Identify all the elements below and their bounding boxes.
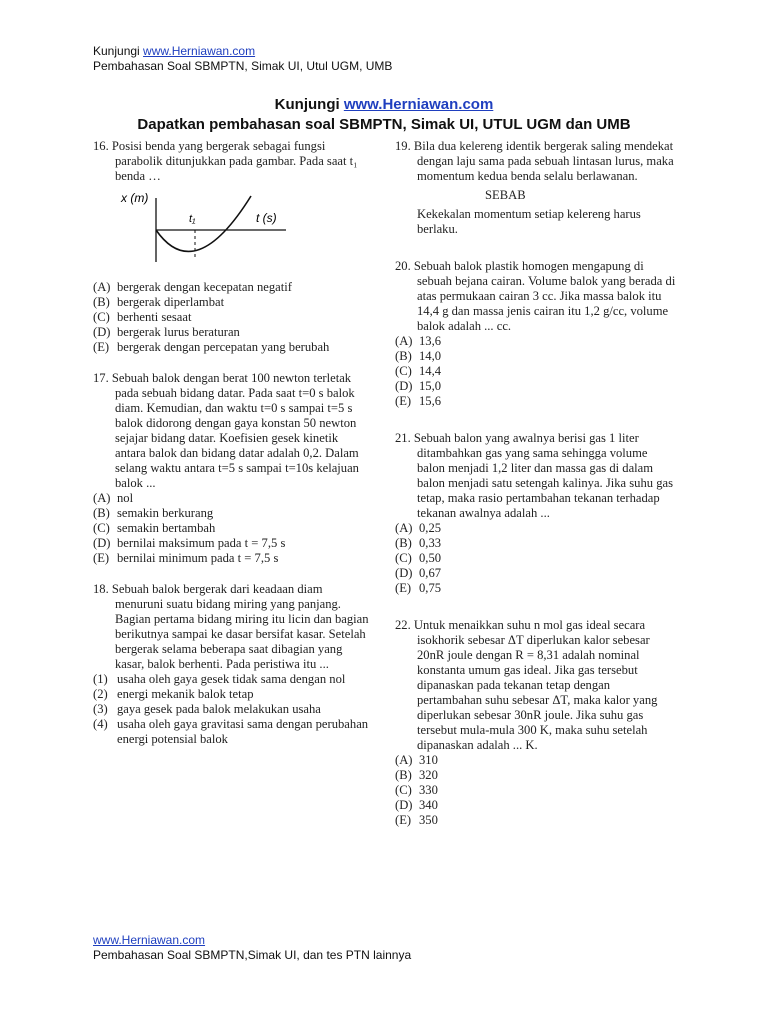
question-stem: 18. Sebuah balok bergerak dari keadaan diam menuruni suatu bidang miring yang panjang. Bagian pertama bidang miring itu licin dan bagian berikutnya sampai ke dasar bersifat kasar. Setelah bergerak selama beberapa saat dibagian yang kasar, balok berhenti. Pada peristiwa itu ... [93,582,369,671]
question-16 [93,139,371,355]
option-key: (A) [395,334,413,348]
question-stem: 19. Bila dua kelereng identik bergerak saling mendekat dengan laju sama pada sebuah lintasan lurus, maka momentum kedua benda selalu berlawanan. [395,139,674,183]
option-e[interactable] [395,813,677,828]
option-key: (B) [93,295,110,309]
option-key: (D) [395,566,413,580]
option-a[interactable] [395,521,677,536]
graph-y-label: x (m) [121,191,149,205]
option-key: (A) [395,753,413,767]
sebab-label: SEBAB [485,188,526,202]
option-text: 15,0 [419,379,442,393]
option-text: 15,6 [419,394,442,408]
option-key: (D) [395,798,413,812]
statement-key: (4) [93,717,108,731]
statement-3 [93,702,371,717]
question-19 [395,139,677,237]
option-text: 14,4 [419,364,442,378]
option-key: (B) [395,536,412,550]
graph-t1-label: t₁ [189,213,196,225]
statement-key: (2) [93,687,108,701]
page-header [93,44,392,74]
option-key: (E) [395,581,412,595]
question-18 [93,582,371,747]
graph-x-label: t (s) [256,211,277,225]
banner-headline: Dapatkan pembahasan soal SBMPTN, Simak UI, UTUL UGM dan UMB [137,116,631,133]
option-key: (E) [395,813,412,827]
statement-1 [93,672,371,687]
option-key: (B) [395,768,412,782]
header-site-link[interactable]: www.Herniawan.com [143,44,256,58]
option-key: (C) [395,364,412,378]
option-e[interactable] [93,340,371,355]
option-b[interactable] [395,768,677,783]
option-c[interactable] [395,364,677,379]
option-text: 0,67 [419,566,442,580]
option-text: bergerak diperlambat [117,295,225,309]
statement-list [93,672,371,747]
statement-text: energi mekanik balok tetap [117,687,254,701]
position-time-graph [111,190,301,270]
option-key: (D) [93,536,111,550]
option-list [93,491,371,566]
statement-key: (1) [93,672,108,686]
option-text: bergerak dengan percepatan yang berubah [117,340,330,354]
option-d[interactable] [93,325,371,340]
option-a[interactable] [395,753,677,768]
option-a[interactable] [395,334,677,349]
option-text: semakin bertambah [117,521,216,535]
option-c[interactable] [93,310,371,325]
option-list [395,521,677,596]
option-text: bergerak lurus beraturan [117,325,240,339]
footer-site-link[interactable]: www.Herniawan.com [93,933,206,947]
banner-visit [0,95,768,115]
option-text: 0,75 [419,581,442,595]
left-column [93,139,371,747]
option-d[interactable] [395,379,677,394]
option-key: (A) [93,280,111,294]
option-text: 14,0 [419,349,442,363]
question-17 [93,371,371,566]
option-text: bernilai maksimum pada t = 7,5 s [117,536,286,550]
option-c[interactable] [395,551,677,566]
option-text: bergerak dengan kecepatan negatif [117,280,292,294]
option-text: 330 [419,783,438,797]
option-text: 0,25 [419,521,442,535]
option-e[interactable] [395,581,677,596]
option-key: (C) [93,310,110,324]
question-stem: 22. Untuk menaikkan suhu n mol gas ideal secara isokhorik sebesar ΔT diperlukan kalor sebesar 20nR joule dengan R = 8,31 adalah nominal konstanta umum gas ideal. Jika gas tersebut dipanaskan pada tekanan tetap dengan pertambahan suhu sebesar ΔT, maka kalor yang diperlukan sebesar 30nR joule. Jika suhu gas tersebut mula-mula 300 K, maka suhu setelah dipanaskan adalah ... K. [395,618,658,752]
option-text: bernilai minimum pada t = 7,5 s [117,551,279,565]
option-key: (D) [395,379,413,393]
page-footer [93,933,411,963]
question-20 [395,259,677,409]
option-b[interactable] [93,506,371,521]
option-key: (B) [93,506,110,520]
option-text: 310 [419,753,438,767]
option-list [93,280,371,355]
option-text: 340 [419,798,438,812]
option-text: berhenti sesaat [117,310,192,324]
statement-text: gaya gesek pada balok melakukan usaha [117,702,321,716]
option-list [395,753,677,828]
option-key: (C) [395,551,412,565]
option-key: (C) [395,783,412,797]
option-d[interactable] [93,536,371,551]
option-key: (E) [395,394,412,408]
option-key: (A) [395,521,413,535]
question-22 [395,618,677,828]
question-stem: 17. Sebuah balok dengan berat 100 newton terletak pada sebuah bidang datar. Pada saat t=0 s balok diam. Kemudian, dan waktu t=0 s sampai t=5 s balok didorong dengan gaya konstan 50 newton sejajar bidang datar. Koefisien gesek kinetik antara balok dan bidang datar adalah 0,2. Dalam selang waktu antara t=5 s sampai t=10s kelajuan balok ... [93,371,359,490]
option-text: 320 [419,768,438,782]
option-text: 0,50 [419,551,442,565]
reason-text: Kekekalan momentum setiap kelereng harus berlaku. [417,207,641,236]
option-key: (C) [93,521,110,535]
option-text: 0,33 [419,536,442,550]
footer-text: Pembahasan Soal SBMPTN,Simak UI, dan tes PTN lainnya [93,948,412,962]
header-visit-line [93,44,392,59]
option-text: semakin berkurang [117,506,214,520]
graph-parabola-curve [156,196,251,251]
option-e[interactable] [395,394,677,409]
question-stem: 21. Sebuah balon yang awalnya berisi gas 1 liter ditambahkan gas yang sama sehingga volume balon menjadi 1,2 liter dan massa gas di dalam balon menjadi satu setengah kalinya. Jika suhu gas tetap, maka rasio pertambahan tekanan terhadap tekanan awalnya adalah ... [395,431,674,520]
header-visit-prefix: Kunjungi [93,44,144,58]
option-c[interactable] [93,521,371,536]
option-text: 350 [419,813,438,827]
option-a[interactable] [93,491,371,506]
option-key: (D) [93,325,111,339]
header-subtitle: Pembahasan Soal SBMPTN, Simak UI, Utul UGM, UMB [93,59,393,73]
option-key: (E) [93,340,110,354]
right-column [395,139,677,828]
option-b[interactable] [395,536,677,551]
option-e[interactable] [93,551,371,566]
option-key: (A) [93,491,111,505]
question-stem: 16. Posisi benda yang bergerak sebagai fungsi parabolik ditunjukkan pada gambar. Pada saat t₁ benda … [93,139,358,183]
statement-2 [93,687,371,702]
statement-key: (3) [93,702,108,716]
option-key: (B) [395,349,412,363]
option-b[interactable] [93,295,371,310]
statement-text: usaha oleh gaya gesek tidak sama dengan nol [117,672,346,686]
option-a[interactable] [93,280,371,295]
option-d[interactable] [395,566,677,581]
statement-4 [93,717,371,747]
option-list [395,334,677,409]
option-text: nol [117,491,134,505]
banner-visit-prefix: Kunjungi [274,96,344,113]
option-b[interactable] [395,349,677,364]
option-d[interactable] [395,798,677,813]
banner-site-link[interactable]: www.Herniawan.com [343,96,494,113]
statement-text: usaha oleh gaya gravitasi sama dengan perubahan energi potensial balok [117,717,369,746]
question-stem: 20. Sebuah balok plastik homogen mengapung di sebuah bejana cairan. Volume balok yang berada di atas permukaan cairan 3 cc. Jika massa balok itu 14,4 g dan massa jenis cairan itu 1,2 g/cc, volume balok adalah ... cc. [395,259,676,333]
question-21 [395,431,677,596]
option-text: 13,6 [419,334,442,348]
option-key: (E) [93,551,110,565]
option-c[interactable] [395,783,677,798]
